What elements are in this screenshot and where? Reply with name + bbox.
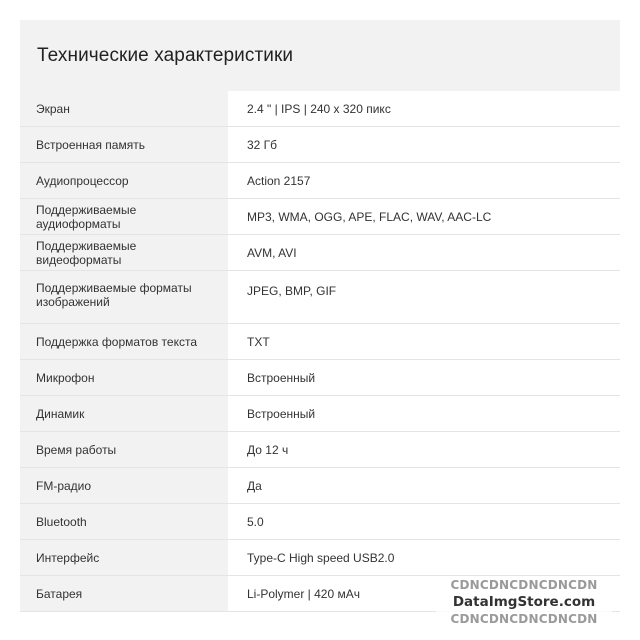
watermark-bottom-line: CDNCDNCDNCDNCDN bbox=[450, 612, 598, 626]
spec-label: Интерфейс bbox=[20, 540, 228, 575]
spec-value: Встроенный bbox=[228, 396, 620, 431]
spec-row-fm-radio bbox=[20, 468, 620, 504]
spec-label: Время работы bbox=[20, 432, 228, 467]
spec-label: Поддерживаемые форматы изображений bbox=[20, 271, 228, 323]
spec-label: Bluetooth bbox=[20, 504, 228, 539]
spec-value: MP3, WMA, OGG, APE, FLAC, WAV, AAC-LC bbox=[228, 199, 620, 234]
section-title: Технические характеристики bbox=[37, 44, 294, 66]
spec-row-speaker bbox=[20, 396, 620, 432]
spec-value: Type-C High speed USB2.0 bbox=[228, 540, 620, 575]
spec-row-text-formats bbox=[20, 324, 620, 360]
spec-value: AVM, AVI bbox=[228, 235, 620, 270]
spec-value: TXT bbox=[228, 324, 620, 359]
spec-label: Аудиопроцессор bbox=[20, 163, 228, 198]
spec-label: Экран bbox=[20, 91, 228, 126]
spec-label: Батарея bbox=[20, 576, 228, 611]
spec-row-bluetooth bbox=[20, 504, 620, 540]
spec-value: JPEG, BMP, GIF bbox=[228, 271, 620, 323]
spec-row-memory bbox=[20, 127, 620, 163]
spec-value: 5.0 bbox=[228, 504, 620, 539]
spec-header bbox=[20, 20, 620, 91]
spec-label: Динамик bbox=[20, 396, 228, 431]
spec-row-image-formats bbox=[20, 271, 620, 324]
spec-row-video-formats bbox=[20, 235, 620, 271]
spec-value: Li-Polymer | 420 мАч bbox=[228, 576, 620, 611]
watermark bbox=[436, 577, 612, 628]
spec-row-microphone bbox=[20, 360, 620, 396]
spec-table bbox=[20, 91, 620, 612]
spec-label: Поддержка форматов текста bbox=[20, 324, 228, 359]
spec-value: Action 2157 bbox=[228, 163, 620, 198]
spec-row-battery-life bbox=[20, 432, 620, 468]
spec-label: Встроенная память bbox=[20, 127, 228, 162]
spec-row-audio-processor bbox=[20, 163, 620, 199]
spec-row-audio-formats bbox=[20, 199, 620, 235]
spec-value: 32 Гб bbox=[228, 127, 620, 162]
spec-value: До 12 ч bbox=[228, 432, 620, 467]
watermark-top-line: CDNCDNCDNCDNCDN bbox=[450, 578, 598, 592]
spec-label: FM-радио bbox=[20, 468, 228, 503]
spec-value: 2.4 " | IPS | 240 x 320 пикс bbox=[228, 91, 620, 126]
spec-label: Поддерживаемые аудиоформаты bbox=[20, 199, 228, 234]
watermark-site-name: DataImgStore.com bbox=[452, 594, 596, 610]
spec-label: Поддерживаемые видеоформаты bbox=[20, 235, 228, 270]
spec-value: Да bbox=[228, 468, 620, 503]
spec-row-screen bbox=[20, 91, 620, 127]
spec-label: Микрофон bbox=[20, 360, 228, 395]
spec-value: Встроенный bbox=[228, 360, 620, 395]
spec-row-interface bbox=[20, 540, 620, 576]
